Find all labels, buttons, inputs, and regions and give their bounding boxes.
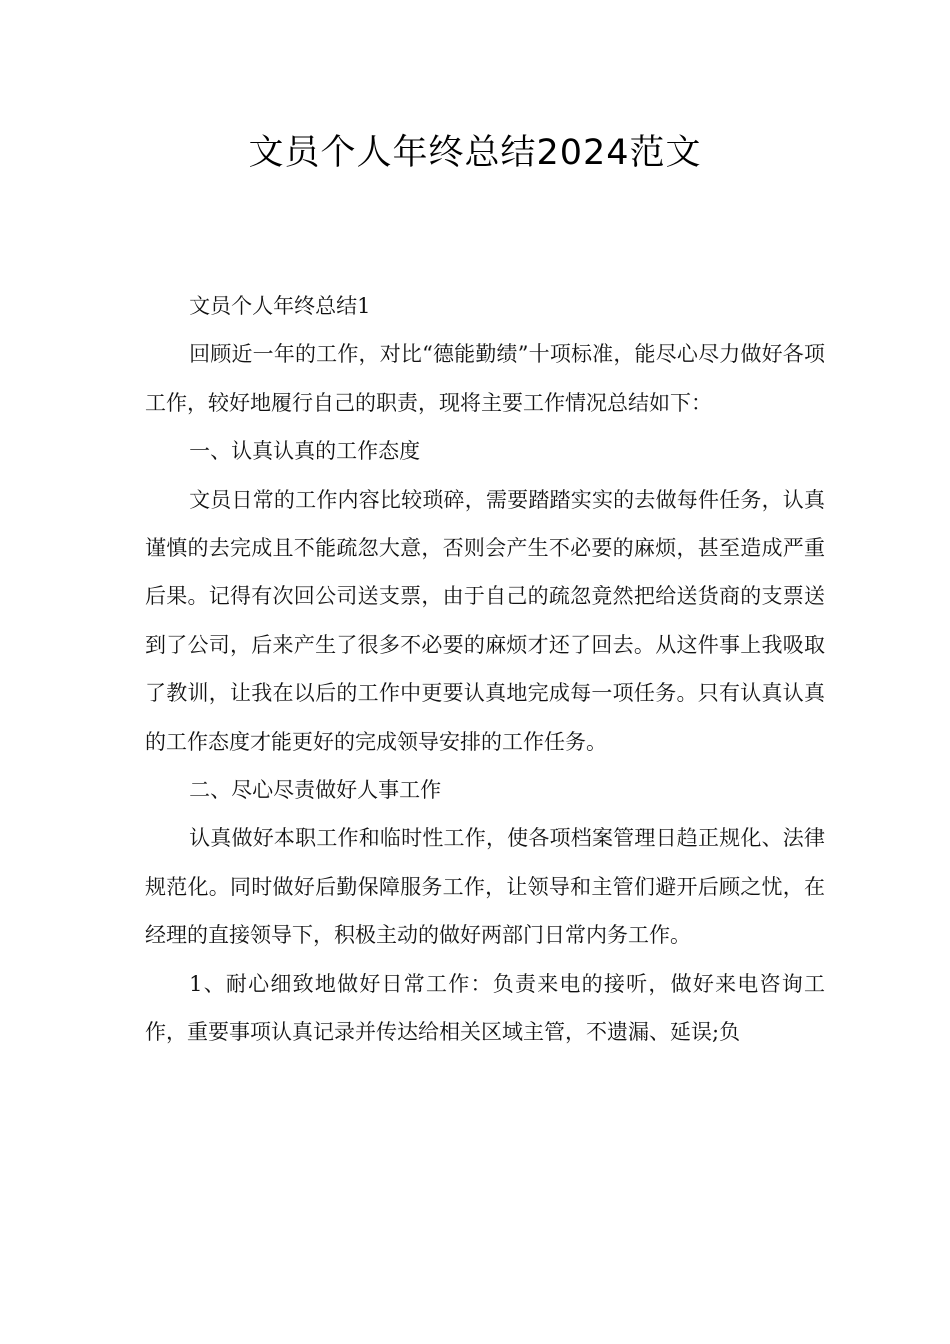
- section-heading-personnel: 二、尽心尽责做好人事工作: [189, 778, 442, 803]
- document-title: 文员个人年终总结2024范文: [248, 133, 702, 173]
- paragraph-attitude: 文员日常的工作内容比较琐碎，需要踏踏实实的去做每件任务，认真谨慎的去完成且不能疏忽大意，否则会产生不必要的麻烦，甚至造成严重后果。记得有次回公司送支票，由于自己的疏忽竟然把给送货商的支票送到了公司，后来产生了很多不必要的麻烦才还了回去。从这件事上我吸取了教训，让我在以后的工作中更要认真地完成每一项任务。只有认真认真的工作态度才能更好的完成领导安排的工作任务。: [145, 487, 825, 754]
- paragraph-daily-work: 1、耐心细致地做好日常工作：负责来电的接听，做好来电咨询工作，重要事项认真记录并传达给相关区域主管，不遗漏、延误;负: [145, 971, 825, 1045]
- paragraph-personnel: 认真做好本职工作和临时性工作，使各项档案管理日趋正规化、法律规范化。同时做好后勤保障服务工作，让领导和主管们避开后顾之忧，在经理的直接领导下，积极主动的做好两部门日常内务工作。: [145, 826, 825, 948]
- document-body: [145, 282, 825, 1057]
- paragraph-intro: 回顾近一年的工作，对比“德能勤绩”十项标准，能尽心尽力做好各项工作，较好地履行自己的职责，现将主要工作情况总结如下：: [145, 342, 825, 415]
- section-heading-attitude: 一、认真认真的工作态度: [189, 439, 421, 464]
- section-heading-summary-1: 文员个人年终总结1: [189, 294, 371, 318]
